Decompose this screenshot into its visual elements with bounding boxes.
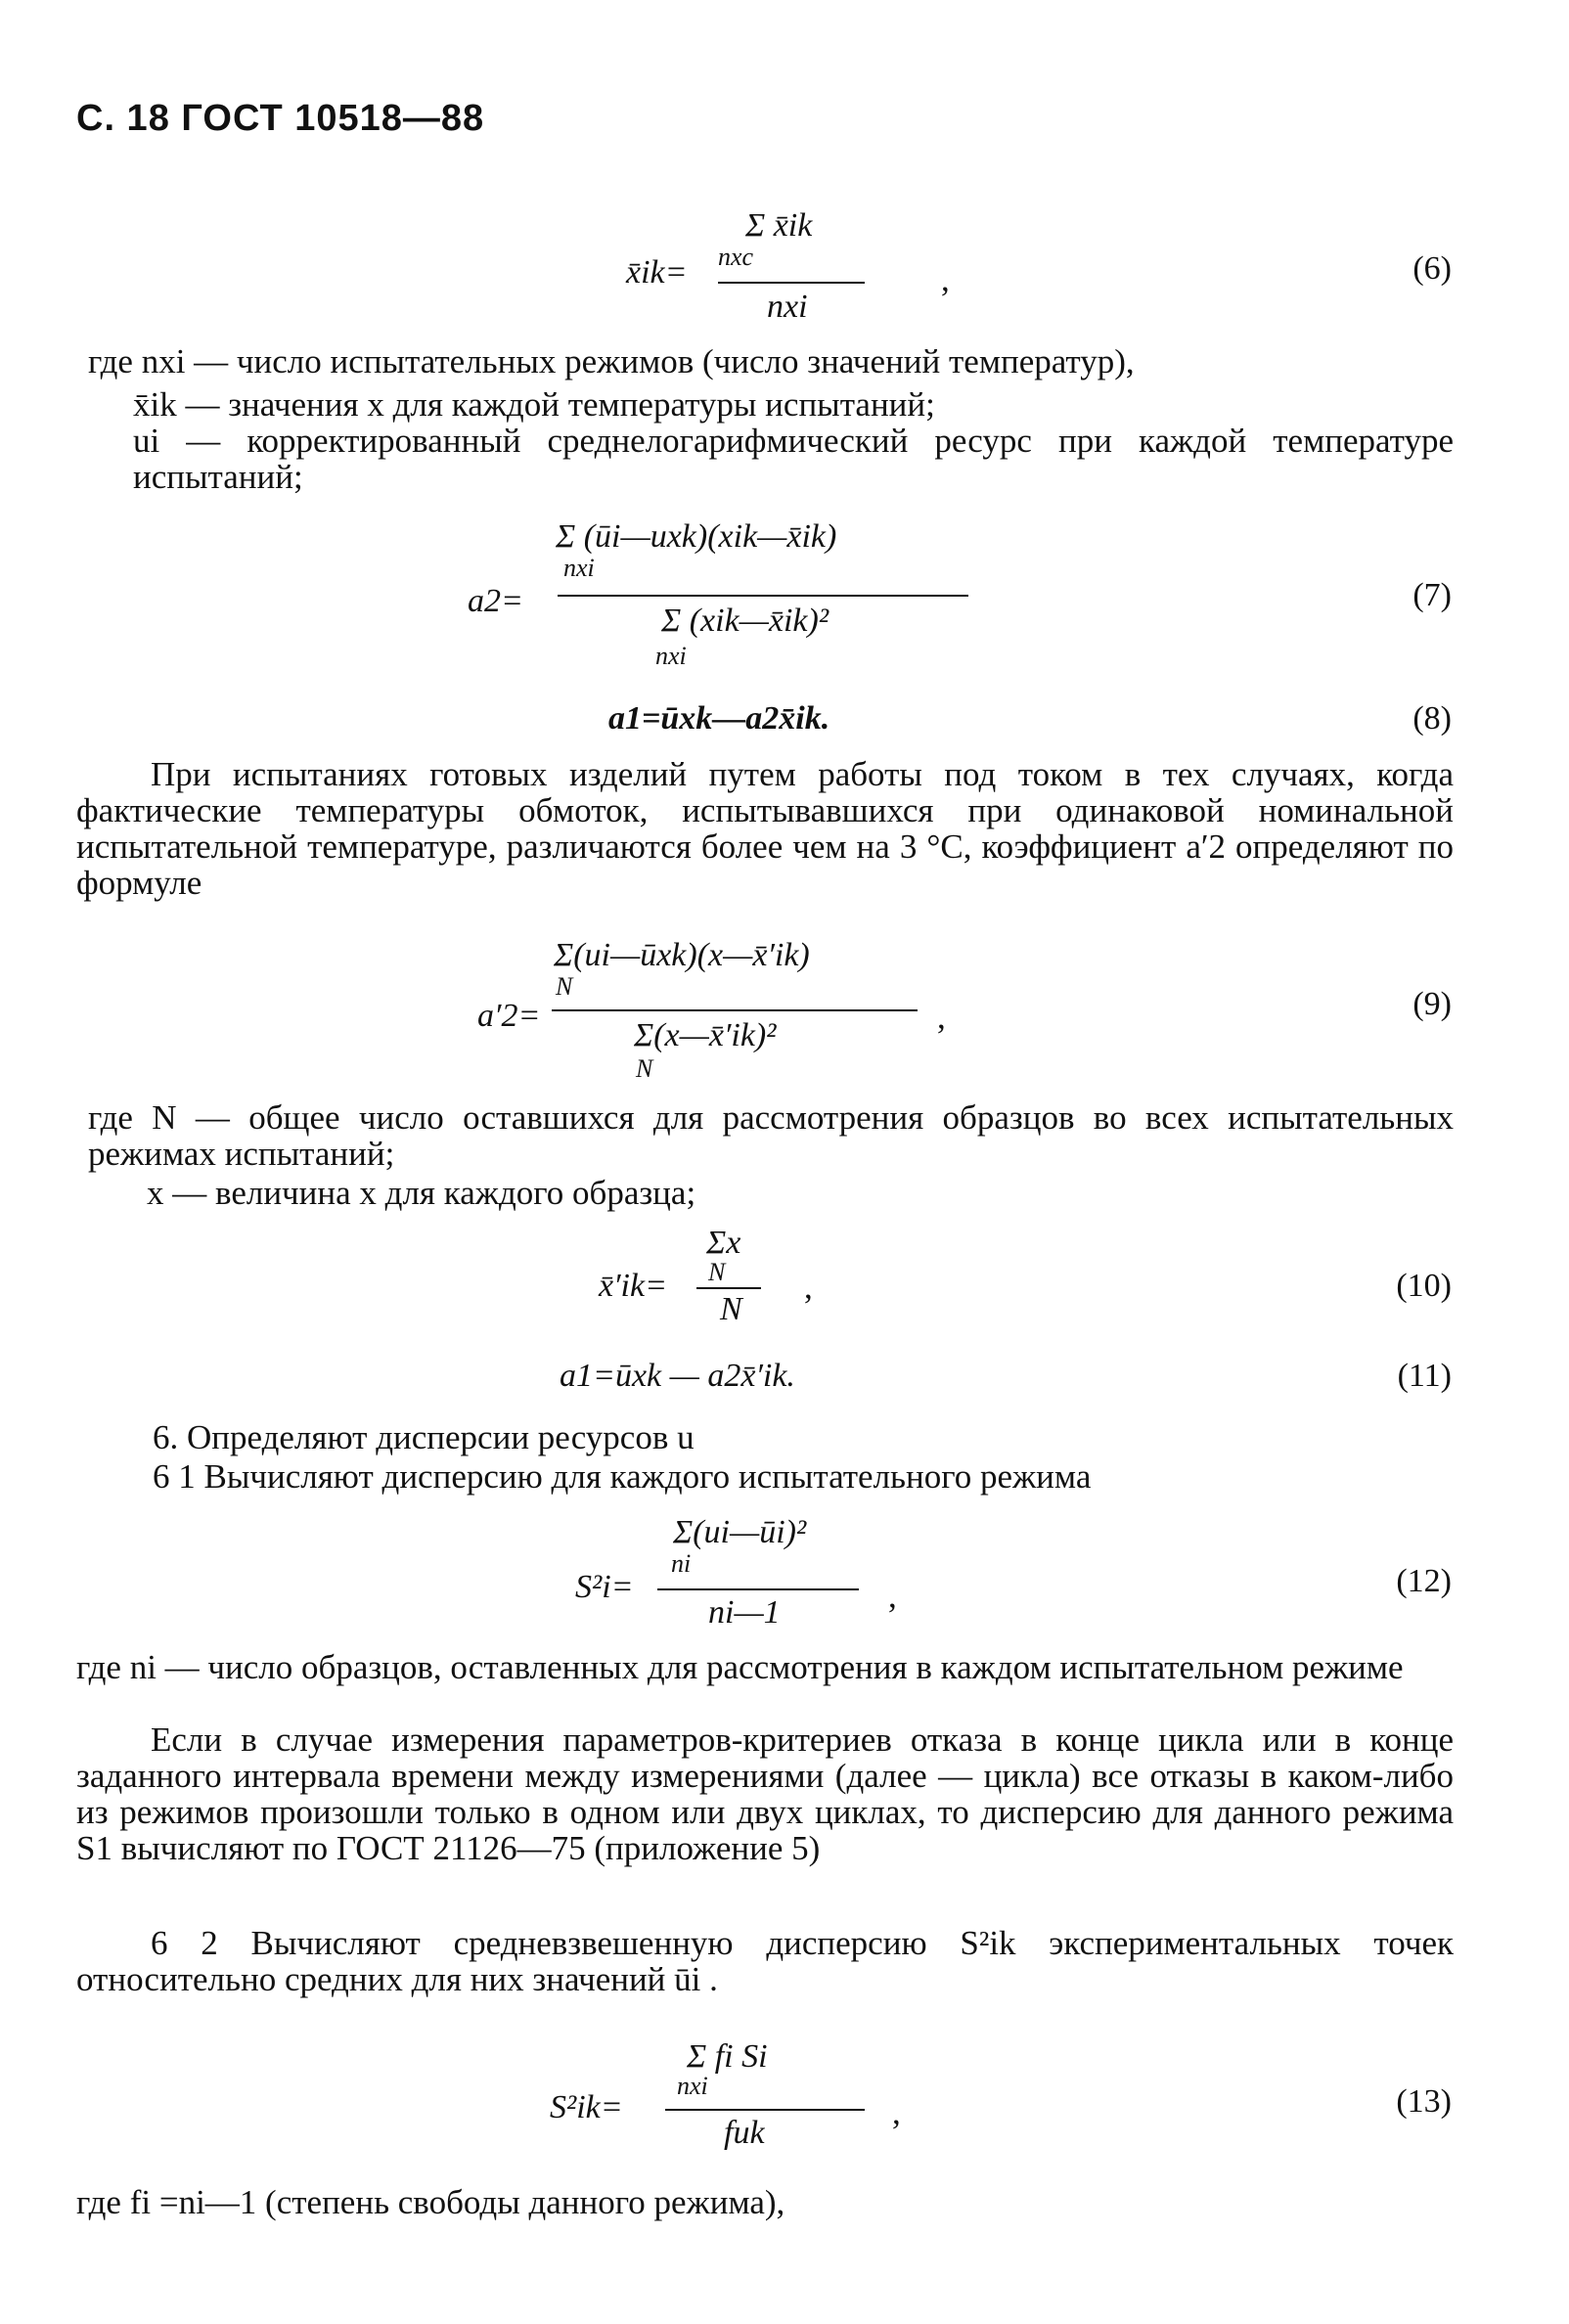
eq6-fraction-bar	[718, 282, 865, 284]
eq12-numerator-sub: ni	[671, 1549, 692, 1578]
eq6-comma: ,	[941, 260, 950, 298]
eq12-fraction-bar	[657, 1588, 859, 1590]
eq11-label: (11)	[1397, 1358, 1452, 1394]
eq9-lhs: a′2=	[477, 998, 541, 1034]
eq10-denominator: N	[720, 1291, 742, 1327]
eq7-label: (7)	[1412, 577, 1452, 613]
where1-line2: x̄ik — значения x для каждой температуры испытаний;	[133, 385, 935, 424]
eq10-numerator: Σx	[706, 1225, 741, 1261]
eq7-denominator: Σ (xik—x̄ik)²	[661, 603, 829, 639]
eq9-fraction-bar	[552, 1009, 918, 1011]
eq11-formula: a1=ūxk — a2x̄′ik.	[560, 1358, 795, 1394]
section-6-2-text: 6 2 Вычисляют средневзвешенную дисперсию S²ik экспериментальных точек относительно средних для них значений ūi .	[76, 1924, 1454, 1998]
eq9-denominator: Σ(x—x̄′ik)²	[634, 1017, 777, 1053]
eq6-numerator: Σ x̄ik	[745, 207, 813, 244]
eq9-label: (9)	[1412, 986, 1452, 1022]
eq10-lhs: x̄′ik=	[599, 1268, 668, 1304]
eq10-comma: ,	[804, 1268, 813, 1306]
eq7-numerator-sub: nxi	[563, 554, 595, 582]
paragraph-1: При испытаниях готовых изделий путем работы под током в тех случаях, когда фактические температуры обмоток, испытывавшихся при одинаковой номинальной испытательной температуре, различаются более чем на 3 °С, коэффициент a′2 определяют по формуле	[76, 755, 1454, 902]
where1-line3: ui — корректированный среднелогарифмический ресурс при каждой температуре испытаний;	[133, 422, 1454, 496]
eq7-denominator-sub: nxi	[655, 642, 687, 670]
eq8-label: (8)	[1412, 700, 1452, 737]
eq13-denominator: fuk	[724, 2115, 765, 2151]
eq13-numerator-sub: nxi	[677, 2072, 708, 2100]
eq10-label: (10)	[1396, 1268, 1452, 1304]
where4-text: где fi =ni—1 (степень свободы данного режима),	[76, 2183, 785, 2221]
page-header: С. 18 ГОСТ 10518—88	[76, 98, 485, 139]
eq12-denominator: ni—1	[708, 1594, 781, 1631]
eq10-fraction-bar	[696, 1287, 761, 1289]
eq13-comma: ,	[892, 2093, 901, 2131]
eq10-numerator-sub: N	[708, 1258, 726, 1286]
where2-line2: x — величина x для каждого образца;	[147, 1174, 696, 1212]
eq12-label: (12)	[1396, 1563, 1452, 1599]
eq6-label: (6)	[1412, 250, 1452, 287]
eq13-fraction-bar	[665, 2109, 865, 2111]
eq6-lhs: x̄ik=	[626, 254, 688, 290]
eq9-numerator: Σ(ui—ūxk)(x—x̄′ik)	[554, 937, 810, 973]
eq9-comma: ,	[937, 998, 946, 1036]
paragraph-2: Если в случае измерения параметров-критериев отказа в конце цикла или в конце заданного интервала времени между измерениями (далее — цикла) все отказы в каком-либо из режимов произошли только в одном или двух циклах, то дисперсию для данного режима S1 вычисляют по ГОСТ 21126—75 (приложение 5)	[76, 1721, 1454, 1867]
eq13-lhs: S²ik=	[550, 2089, 623, 2125]
where2-lead: где N — общее число оставшихся для рассмотрения образцов во всех испытательных режимах испытаний;	[88, 1098, 1454, 1173]
eq8-formula: a1=ūxk—a2x̄ik.	[608, 700, 830, 737]
eq6-denominator: nxi	[767, 289, 808, 325]
eq7-lhs: a2=	[468, 583, 523, 619]
eq12-numerator: Σ(ui—ūi)²	[673, 1514, 807, 1550]
eq7-numerator: Σ (ūi—uxk)(xik—x̄ik)	[556, 518, 837, 555]
where1-lead: где nxi — число испытательных режимов (число значений температур),	[88, 342, 1135, 380]
eq9-denominator-sub: N	[636, 1054, 653, 1083]
where3-text: где ni — число образцов, оставленных для рассмотрения в каждом испытательном режиме	[76, 1648, 1404, 1686]
eq6-numerator-sub: nxc	[718, 243, 754, 271]
section-6-1-text: 6 1 Вычисляют дисперсию для каждого испытательного режима	[153, 1457, 1092, 1496]
eq12-lhs: S²i=	[575, 1569, 634, 1605]
eq13-numerator: Σ fi Si	[687, 2038, 768, 2075]
eq9-numerator-sub: N	[556, 972, 573, 1001]
eq12-comma: ,	[888, 1577, 897, 1615]
section-6-heading: 6. Определяют дисперсии ресурсов u	[153, 1418, 695, 1456]
eq13-label: (13)	[1396, 2083, 1452, 2120]
eq7-fraction-bar	[558, 595, 968, 597]
